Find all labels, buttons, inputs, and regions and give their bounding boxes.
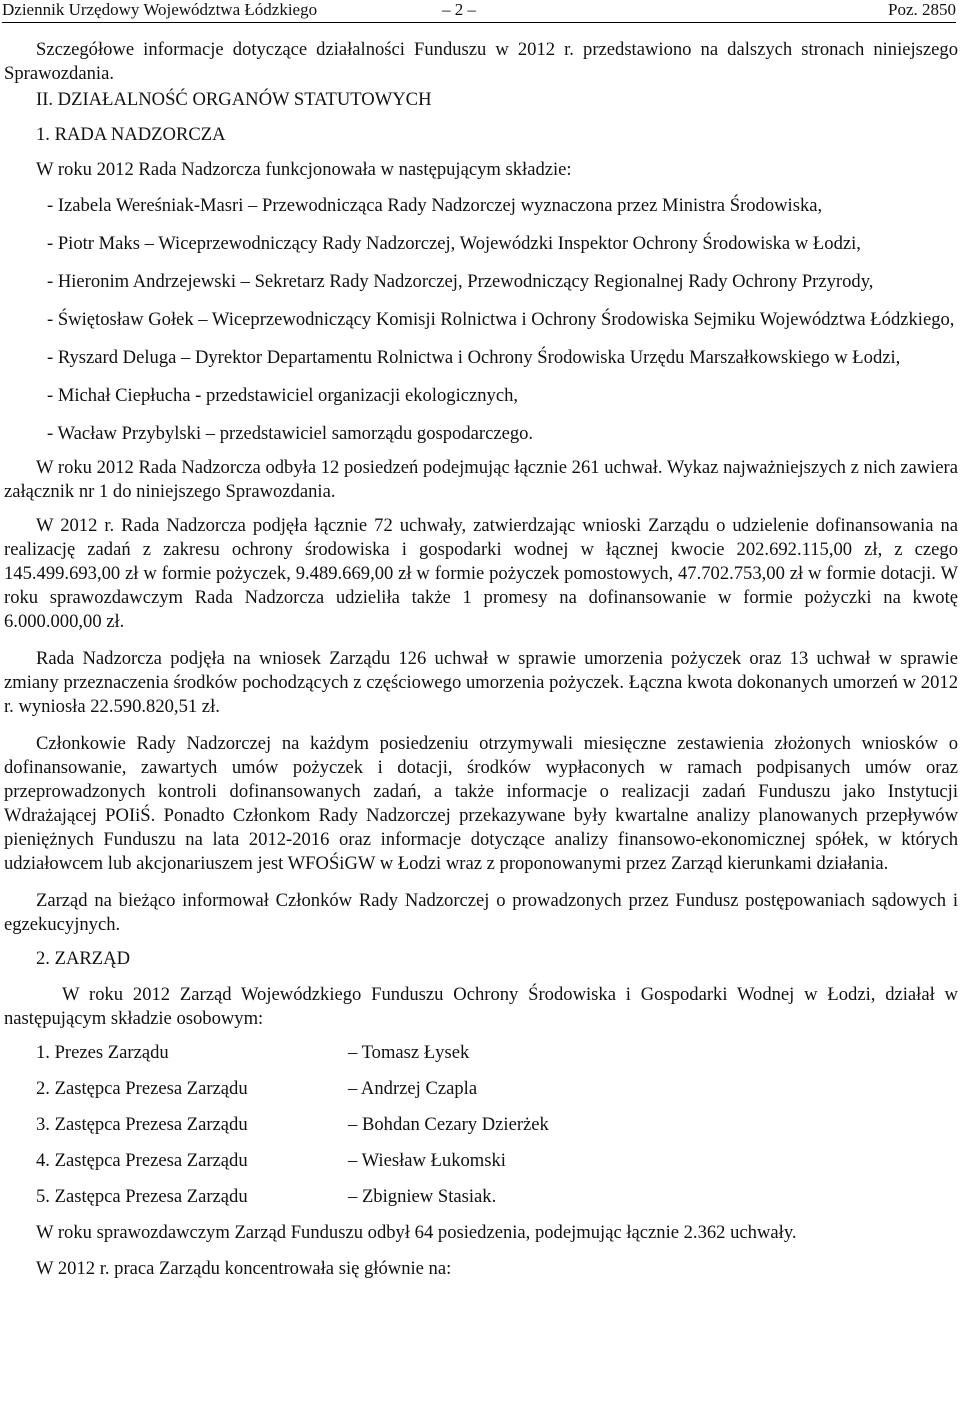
member-role: 1. Prezes Zarządu — [36, 1042, 169, 1063]
list-item: - Ryszard Deluga – Dyrektor Departamentu Rolnictwa i Ochrony Środowiska Urzędu Marszałkowskiego w Łodzi, — [47, 347, 901, 368]
member-role: 5. Zastępca Prezesa Zarządu — [36, 1186, 248, 1207]
table-row — [36, 1185, 958, 1221]
table-row — [36, 1113, 958, 1149]
rada-heading: 1. RADA NADZORCZA — [36, 124, 226, 145]
page-number: – 2 – — [442, 0, 476, 19]
table-row — [36, 1149, 958, 1185]
document-body — [4, 38, 958, 1281]
zarzad-sessions: W roku sprawozdawczym Zarząd Funduszu odbył 64 posiedzenia, podejmując łącznie 2.362 uchwały. — [36, 1222, 797, 1243]
list-item: - Wacław Przybylski – przedstawiciel samorządu gospodarczego. — [47, 423, 534, 444]
zarzad-members-table — [36, 1041, 958, 1221]
rada-composition-intro: W roku 2012 Rada Nadzorcza funkcjonowała w następującym składzie: — [36, 159, 572, 180]
rada-paragraph: Rada Nadzorcza podjęła na wniosek Zarządu 126 uchwał w sprawie umorzenia pożyczek oraz 13 uchwał w sprawie zmiany przeznaczenia środków pochodzących z częściowego umorzenia pożyczek. Łączna kwota dokonanych umorzeń w 2012 r. wyniosła 22.590.820,51 zł. — [4, 648, 958, 717]
rada-members-list — [4, 193, 958, 446]
intro-paragraph: Szczegółowe informacje dotyczące działalności Funduszu w 2012 r. przedstawiono na dalszych stronach niniejszego Sprawozdania. — [4, 39, 958, 84]
member-name: – Andrzej Czapla — [348, 1078, 478, 1099]
zarzad-heading: 2. ZARZĄD — [36, 948, 130, 969]
section-heading: II. DZIAŁALNOŚĆ ORGANÓW STATUTOWYCH — [36, 89, 432, 110]
zarzad-intro: W roku 2012 Zarząd Wojewódzkiego Funduszu Ochrony Środowiska i Gospodarki Wodnej w Łodzi, działał w następującym składzie osobowym: — [4, 984, 958, 1029]
list-item: - Świętosław Gołek – Wiceprzewodniczący Komisji Rolnictwa i Ochrony Środowiska Sejmiku Województwa Łódzkiego, — [47, 309, 955, 330]
rada-paragraph: W roku 2012 Rada Nadzorcza odbyła 12 posiedzeń podejmując łącznie 261 uchwał. Wykaz najważniejszych z nich zawiera załącznik nr 1 do niniejszego Sprawozdania. — [4, 457, 958, 502]
rada-paragraph: Członkowie Rady Nadzorczej na każdym posiedzeniu otrzymywali miesięczne zestawienia złożonych wniosków o dofinansowanie, zawartych umów pożyczek i dotacji, środków wypłaconych w ramach podpisanych umów oraz przeprowadzonych kontroli dofinansowanych zadań, a także informacje o realizacji zadań Funduszu jako Instytucji Wdrażającej POIiŚ. Ponadto Członkom Rady Nadzorczej przekazywane były kwartalne analizy planowanych przepływów pieniężnych Funduszu na lata 2012-2016 oraz informacje dotyczące analizy finansowo-ekonomicznej spółek, w których udziałowcem lub akcjonariuszem jest WFOŚiGW w Łodzi wraz z proponowanymi przez Zarząd kierunkami działania. — [4, 733, 958, 874]
member-name: – Tomasz Łysek — [348, 1042, 470, 1063]
member-name: – Zbigniew Stasiak. — [348, 1186, 497, 1207]
member-name: – Bohdan Cezary Dzierżek — [348, 1114, 549, 1135]
page-header — [2, 0, 956, 23]
table-row — [36, 1077, 958, 1113]
member-role: 2. Zastępca Prezesa Zarządu — [36, 1078, 248, 1099]
list-item: - Izabela Wereśniak-Masri – Przewodnicząca Rady Nadzorczej wyznaczona przez Ministra Środowiska, — [47, 195, 823, 216]
rada-paragraph: W 2012 r. Rada Nadzorcza podjęła łącznie 72 uchwały, zatwierdzając wnioski Zarządu o udzielenie dofinansowania na realizację zadań z zakresu ochrony środowiska i gospodarki wodnej w łącznej kwocie 202.692.115,00 zł, z czego 145.499.693,00 zł w formie pożyczek, 9.489.669,00 zł w formie pożyczek pomostowych, 47.702.753,00 zł w formie dotacji. W roku sprawozdawczym Rada Nadzorcza udzieliła także 1 promesy na dofinansowanie w formie pożyczki na kwotę 6.000.000,00 zł. — [4, 515, 958, 632]
zarzad-work-focus: W 2012 r. praca Zarządu koncentrowała się głównie na: — [36, 1258, 452, 1279]
member-role: 3. Zastępca Prezesa Zarządu — [36, 1114, 248, 1135]
rada-paragraph: Zarząd na bieżąco informował Członków Rady Nadzorczej o prowadzonych przez Fundusz postępowaniach sądowych i egzekucyjnych. — [4, 890, 958, 935]
position-number: Poz. 2850 — [888, 0, 956, 19]
list-item: - Hieronim Andrzejewski – Sekretarz Rady Nadzorczej, Przewodniczący Regionalnej Rady Ochrony Przyrody, — [47, 271, 874, 292]
member-role: 4. Zastępca Prezesa Zarządu — [36, 1150, 248, 1171]
journal-title: Dziennik Urzędowy Województwa Łódzkiego — [2, 0, 318, 19]
member-name: – Wiesław Łukomski — [348, 1150, 506, 1171]
table-row — [36, 1041, 958, 1077]
list-item: - Piotr Maks – Wiceprzewodniczący Rady Nadzorczej, Wojewódzki Inspektor Ochrony Środowiska w Łodzi, — [47, 233, 861, 254]
list-item: - Michał Ciepłucha - przedstawiciel organizacji ekologicznych, — [47, 385, 519, 406]
